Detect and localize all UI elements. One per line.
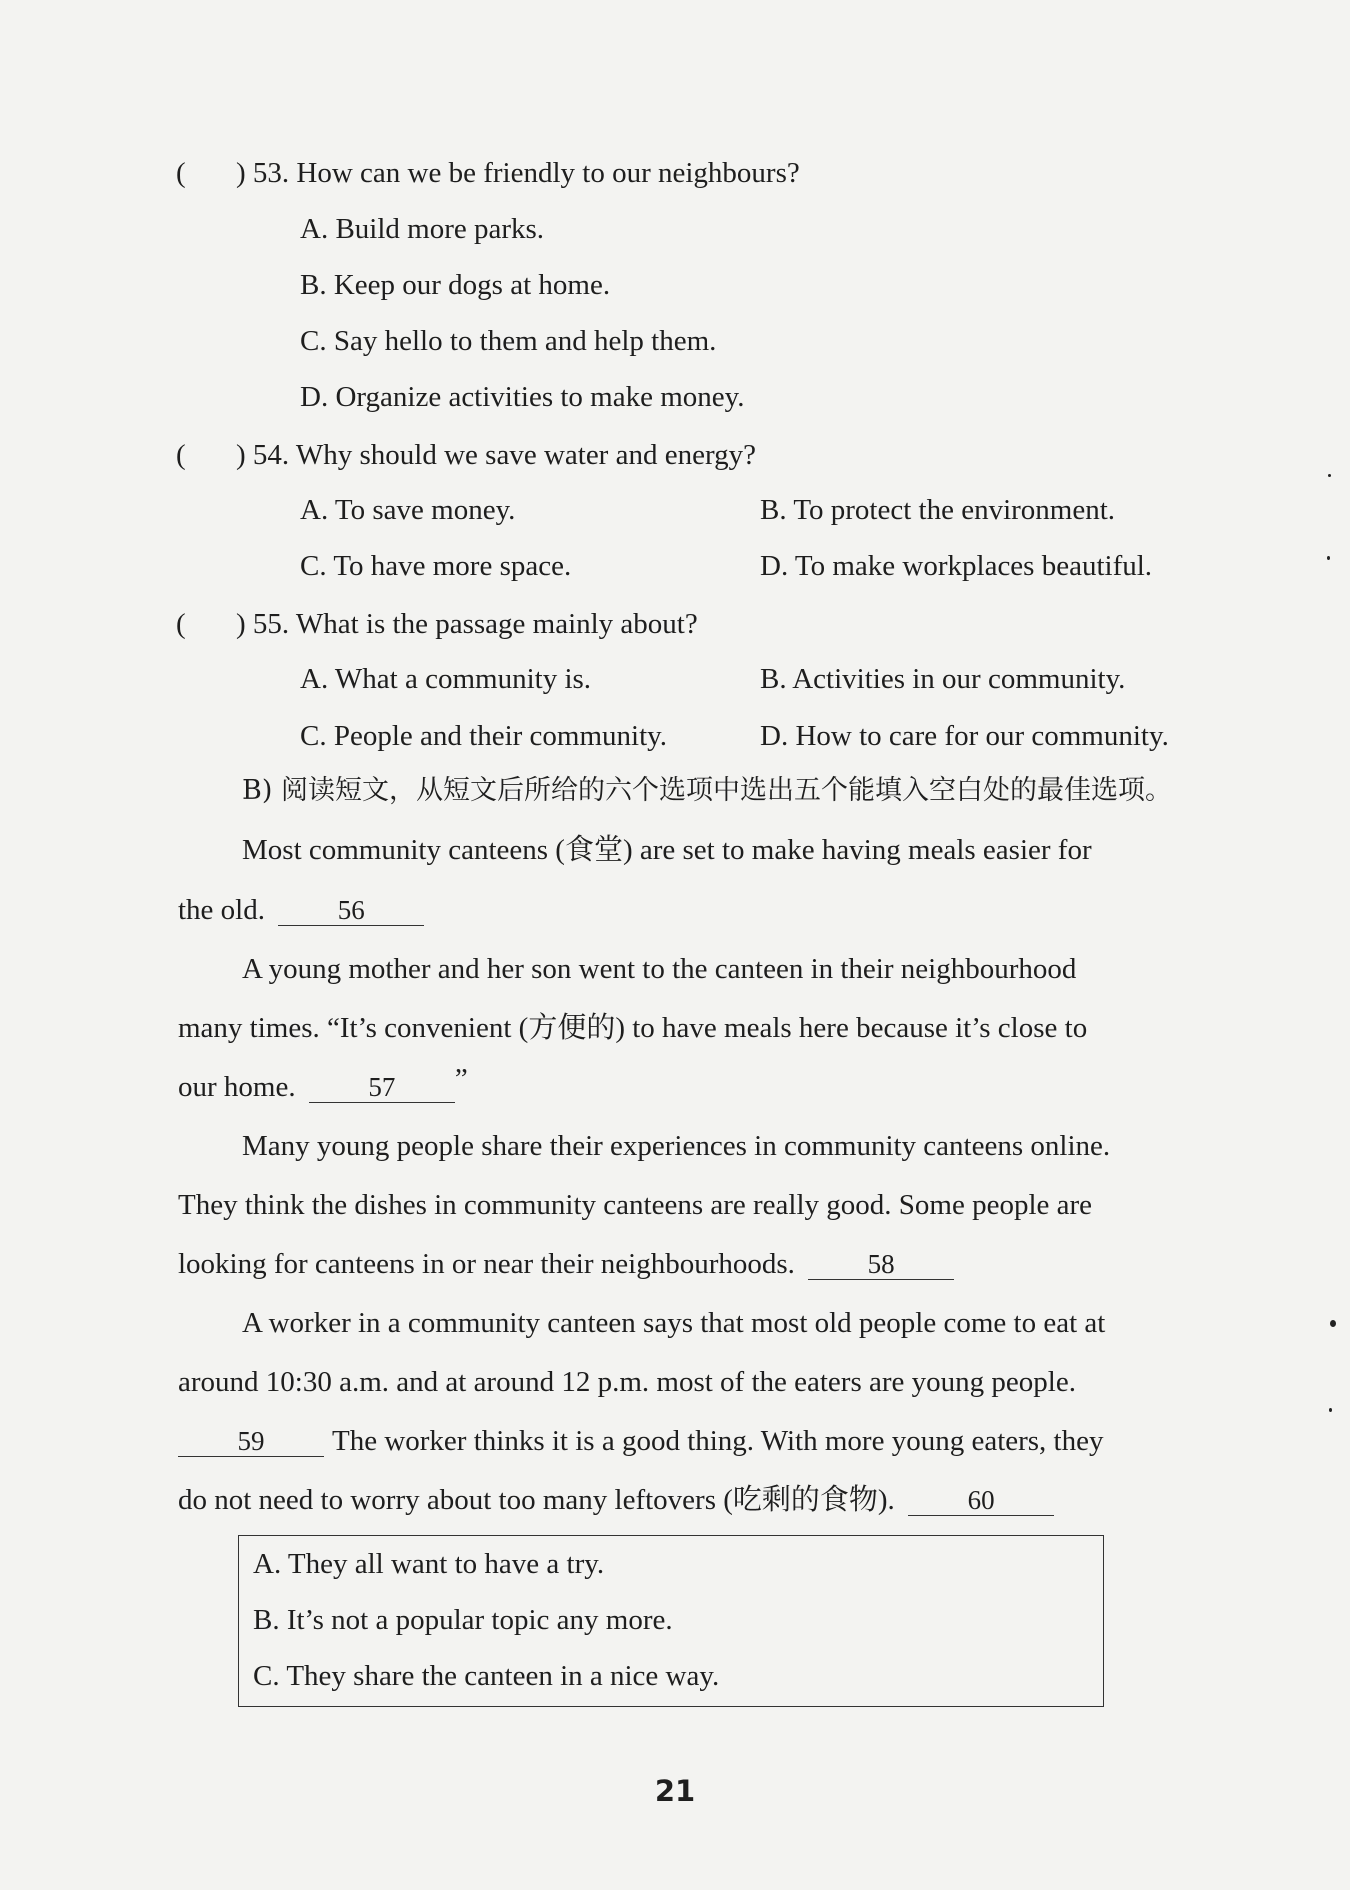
question-55-option-a: A. What a community is. [300, 663, 592, 695]
answer-paren-53: ( [176, 157, 186, 189]
answer-paren-54: ( [176, 439, 186, 471]
question-55-option-c: C. People and their community. [300, 720, 668, 752]
page-number: 21 [654, 1774, 696, 1808]
blank-57[interactable]: 57 [309, 1072, 455, 1103]
choice-c: C. They share the canteen in a nice way. [253, 1660, 720, 1692]
blank-56[interactable]: 56 [278, 895, 424, 926]
para2-line3-text: our home. [178, 1071, 296, 1103]
question-53-stem: ) 53. How can we be friendly to our neighbours? [236, 157, 800, 189]
para3-line3-text: looking for canteens in or near their neighbourhoods. [178, 1248, 795, 1280]
para4-line3-text: The worker thinks it is a good thing. With more young eaters, they [332, 1425, 1104, 1457]
para3-line2: They think the dishes in community canteens are really good. Some people are [178, 1189, 1093, 1221]
para4-line2: around 10:30 a.m. and at around 12 p.m. most of the eaters are young people. [178, 1366, 1076, 1398]
para1-line2 [178, 892, 424, 928]
answer-paren-55: ( [176, 608, 186, 640]
para2-line2: many times. “It’s convenient (方便的) to have meals here because it’s close to [178, 1012, 1088, 1044]
para4-line4-text: do not need to worry about too many leftovers (吃剩的食物). [178, 1484, 895, 1516]
question-54-option-c: C. To have more space. [300, 550, 572, 582]
question-54-option-a: A. To save money. [300, 494, 516, 526]
para4-line1: A worker in a community canteen says that most old people come to eat at [242, 1307, 1106, 1339]
para2-line3 [178, 1063, 468, 1105]
question-54-option-d: D. To make workplaces beautiful. [760, 550, 1153, 582]
question-53-option-d: D. Organize activities to make money. [300, 381, 745, 413]
blank-59[interactable]: 59 [178, 1426, 324, 1457]
question-53-option-b: B. Keep our dogs at home. [300, 269, 611, 301]
choice-a: A. They all want to have a try. [253, 1548, 605, 1580]
scan-speck [1327, 556, 1330, 560]
scan-speck [1329, 1408, 1332, 1412]
scan-speck [1330, 1320, 1336, 1327]
question-53-option-c: C. Say hello to them and help them. [300, 325, 717, 357]
question-55-option-d: D. How to care for our community. [760, 720, 1169, 752]
para3-line1: Many young people share their experiences in community canteens online. [242, 1130, 1111, 1162]
blank-58[interactable]: 58 [808, 1249, 954, 1280]
choices-box [238, 1535, 1104, 1707]
question-55-option-b: B. Activities in our community. [760, 663, 1126, 695]
question-53-option-a: A. Build more parks. [300, 213, 545, 245]
para1-line1: Most community canteens (食堂) are set to make having meals easier for [242, 834, 1092, 866]
question-54-stem: ) 54. Why should we save water and energy? [236, 439, 756, 471]
para2-line1: A young mother and her son went to the canteen in their neighbourhood [242, 953, 1077, 985]
closing-quote: ” [454, 1063, 468, 1095]
question-55-stem: ) 55. What is the passage mainly about? [236, 608, 698, 640]
question-54-option-b: B. To protect the environment. [760, 494, 1116, 526]
para1-line2-text: the old. [178, 894, 265, 926]
section-b-instruction: B) 阅读短文，从短文后所给的六个选项中选出五个能填入空白处的最佳选项。 [242, 775, 1172, 806]
blank-60[interactable]: 60 [908, 1485, 1054, 1516]
para3-line3 [178, 1246, 954, 1282]
choice-b: B. It’s not a popular topic any more. [253, 1604, 673, 1636]
scan-speck [1328, 474, 1331, 477]
para4-line3 [178, 1423, 1104, 1459]
para4-line4 [178, 1482, 1054, 1518]
